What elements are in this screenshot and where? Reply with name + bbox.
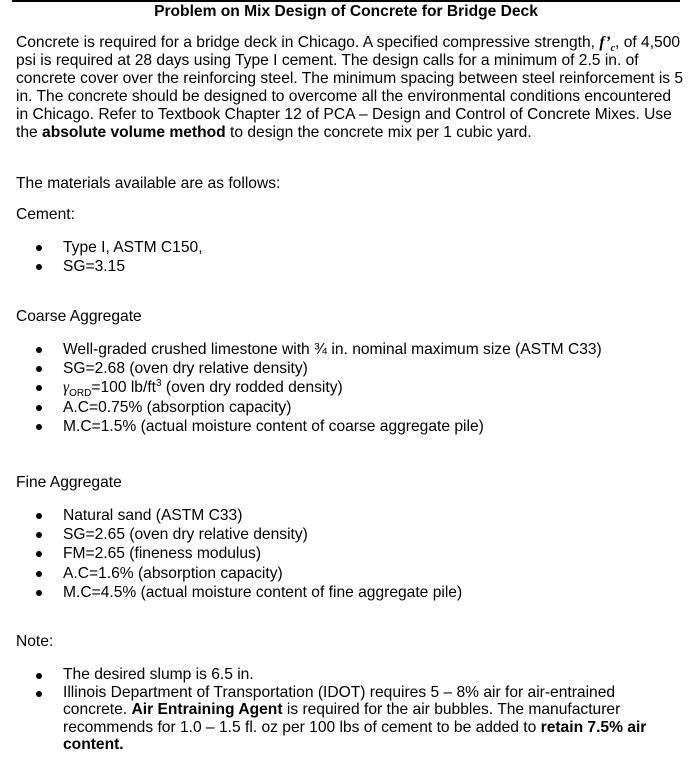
list-item: Type I, ASTM C150,: [0, 238, 692, 257]
idot-text-b: is required for the air bubbles. The manufacturer recommends for 1.0 – 1.5 fl. oz per 100 lbs of cement to be added to: [63, 701, 621, 736]
list-item: Well-graded crushed limestone with ¾ in. nominal maximum size (ASTM C33): [0, 340, 692, 359]
list-item: A.C=1.6% (absorption capacity): [0, 564, 692, 583]
list-item-idot: [0, 684, 692, 754]
gamma-symbol: γ: [63, 379, 70, 397]
intro-bold-method: absolute volume method: [42, 124, 226, 141]
density-superscript: 3: [155, 378, 162, 390]
fc-symbol: f’: [599, 34, 611, 51]
materials-intro: The materials available are as follows:: [16, 175, 281, 192]
retain-air-content: retain 7.5% air content.: [63, 718, 647, 753]
intro-text-2: , of 4,500 psi is required at 28 days using Type I cement. The design calls for a minimum of 2.5 in. of concrete cover over the reinforcing steel. The minimum spacing between steel reinforcement is 5 in. The concrete should be designed to overcome all the environmental conditions encountered in Chicago. Refer to Textbook Chapter 12 of PCA – Design and Control of Concrete Mixes. Use the: [16, 34, 684, 141]
cement-list: [0, 238, 692, 276]
list-item: M.C=1.5% (actual moisture content of coarse aggregate pile): [0, 417, 692, 436]
fine-heading: Fine Aggregate: [16, 474, 122, 491]
note-list: [0, 666, 692, 754]
idot-text-a: Illinois Department of Transportation (IDOT) requires 5 – 8% air for air-entrained concrete.: [63, 683, 616, 718]
coarse-list: [0, 340, 692, 436]
page-title: Problem on Mix Design of Concrete for Bridge Deck: [154, 3, 538, 20]
intro-text-1: Concrete is required for a bridge deck in Chicago. A specified compressive strength,: [16, 34, 600, 51]
coarse-heading: Coarse Aggregate: [16, 308, 142, 325]
intro-paragraph: [16, 34, 684, 142]
intro-text-3: to design the concrete mix per 1 cubic yard.: [225, 124, 532, 141]
list-item: SG=3.15: [0, 257, 692, 276]
list-item: The desired slump is 6.5 in.: [0, 666, 692, 684]
list-item: FM=2.65 (fineness modulus): [0, 544, 692, 563]
cement-heading: Cement:: [16, 206, 75, 223]
density-text-a: =100 lb/ft: [91, 379, 156, 397]
list-item: SG=2.68 (oven dry relative density): [0, 359, 692, 378]
list-item: Natural sand (ASTM C33): [0, 506, 692, 525]
note-heading: Note:: [16, 633, 54, 650]
fc-subscript: c: [610, 43, 616, 55]
list-item-density: [0, 378, 692, 400]
list-item: SG=2.65 (oven dry relative density): [0, 525, 692, 544]
density-text-b: (oven dry rodded density): [161, 379, 343, 397]
gamma-subscript: ORD: [69, 388, 92, 400]
fine-list: [0, 506, 692, 602]
air-entraining-agent: Air Entraining Agent: [131, 701, 283, 718]
list-item: M.C=4.5% (actual moisture content of fine aggregate pile): [0, 583, 692, 602]
list-item: A.C=0.75% (absorption capacity): [0, 398, 692, 417]
